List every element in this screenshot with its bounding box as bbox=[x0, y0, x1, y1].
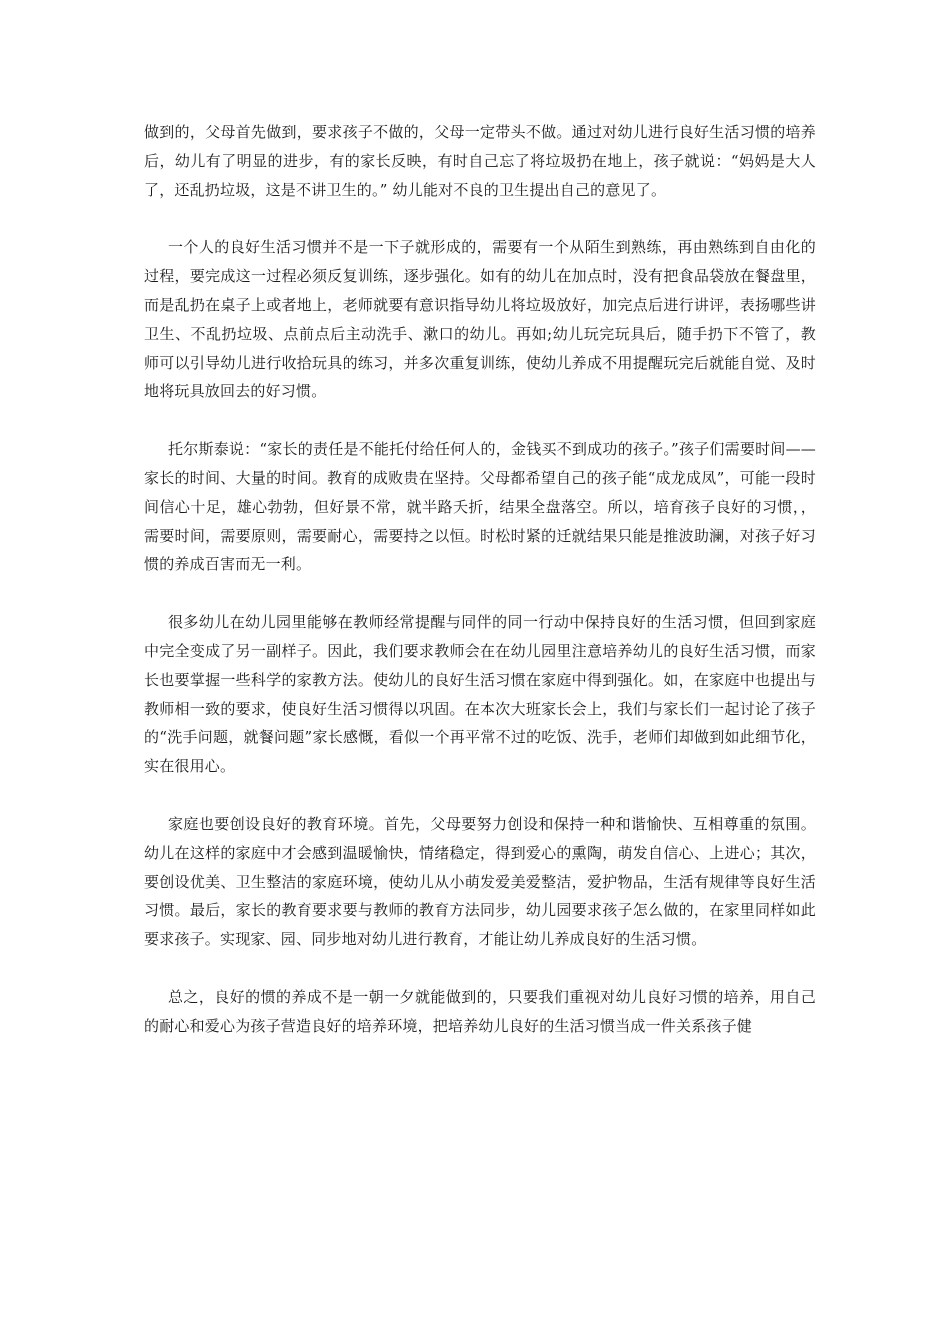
document-body bbox=[144, 118, 816, 1070]
paragraph-1: 做到的，父母首先做到，要求孩子不做的，父母一定带头不做。通过对幼儿进行良好生活习惯的培养后，幼儿有了明显的进步，有的家长反映，有时自己忘了将垃圾扔在地上，孩子就说：“妈妈是大人了，还乱扔垃圾，这是不讲卫生的。” 幼儿能对不良的卫生提出自己的意见了。 bbox=[144, 123, 816, 199]
paragraph-4: 很多幼儿在幼儿园里能够在教师经常提醒与同伴的同一行动中保持良好的生活习惯，但回到家庭中完全变成了另一副样子。因此，我们要求教师会在在幼儿园里注意培养幼儿的良好生活习惯，而家长也要掌握一些科学的家教方法。使幼儿的良好生活习惯在家庭中得到强化。如，在家庭中也提出与教师相一致的要求，使良好生活习惯得以巩固。在本次大班家长会上，我们与家长们一起讨论了孩子的“洗手问题，就餐问题”家长感慨，看似一个再平常不过的吃饭、洗手，老师们却做到如此细节化，实在很用心。 bbox=[144, 613, 816, 776]
paragraph-5: 家庭也要创设良好的教育环境。首先，父母要努力创设和保持一种和谐愉快、互相尊重的氛围。幼儿在这样的家庭中才会感到温暖愉快，情绪稳定，得到爱心的熏陶，萌发自信心、上进心；其次，要创设优美、卫生整洁的家庭环境，使幼儿从小萌发爱美爱整洁，爱护物品，生活有规律等良好生活习惯。最后，家长的教育要求要与教师的教育方法同步，幼儿园要求孩子怎么做的，在家里同样如此要求孩子。实现家、园、同步地对幼儿进行教育，才能让幼儿养成良好的生活习惯。 bbox=[144, 814, 816, 949]
paragraph-6: 总之，良好的惯的养成不是一朝一夕就能做到的，只要我们重视对幼儿良好习惯的培养，用自己的耐心和爱心为孩子营造良好的培养环境，把培养幼儿良好的生活习惯当成一件关系孩子健 bbox=[144, 987, 816, 1035]
paragraph-2: 一个人的良好生活习惯并不是一下子就形成的，需要有一个从陌生到熟练，再由熟练到自由化的过程，要完成这一过程必须反复训练，逐步强化。如有的幼儿在加点时，没有把食品袋放在餐盘里，而是乱扔在桌子上或者地上，老师就要有意识指导幼儿将垃圾放好，加完点后进行讲评，表扬哪些讲卫生、不乱扔垃圾、点前点后主动洗手、漱口的幼儿。再如;幼儿玩完玩具后，随手扔下不管了，教师可以引导幼儿进行收拾玩具的练习，并多次重复训练，使幼儿养成不用提醒玩完后就能自觉、及时地将玩具放回去的好习惯。 bbox=[144, 238, 816, 401]
paragraph-3: 托尔斯泰说：“家长的责任是不能托付给任何人的，金钱买不到成功的孩子。”孩子们需要时间——家长的时间、大量的时间。教育的成败贵在坚持。父母都希望自己的孩子能“成龙成凤”，可能一段时间信心十足，雄心勃勃，但好景不常，就半路夭折，结果全盘落空。所以，培育孩子良好的习惯，，需要时间，需要原则，需要耐心，需要持之以恒。时松时紧的迁就结果只能是推波助澜，对孩子好习惯的养成百害而无一利。 bbox=[144, 440, 816, 574]
